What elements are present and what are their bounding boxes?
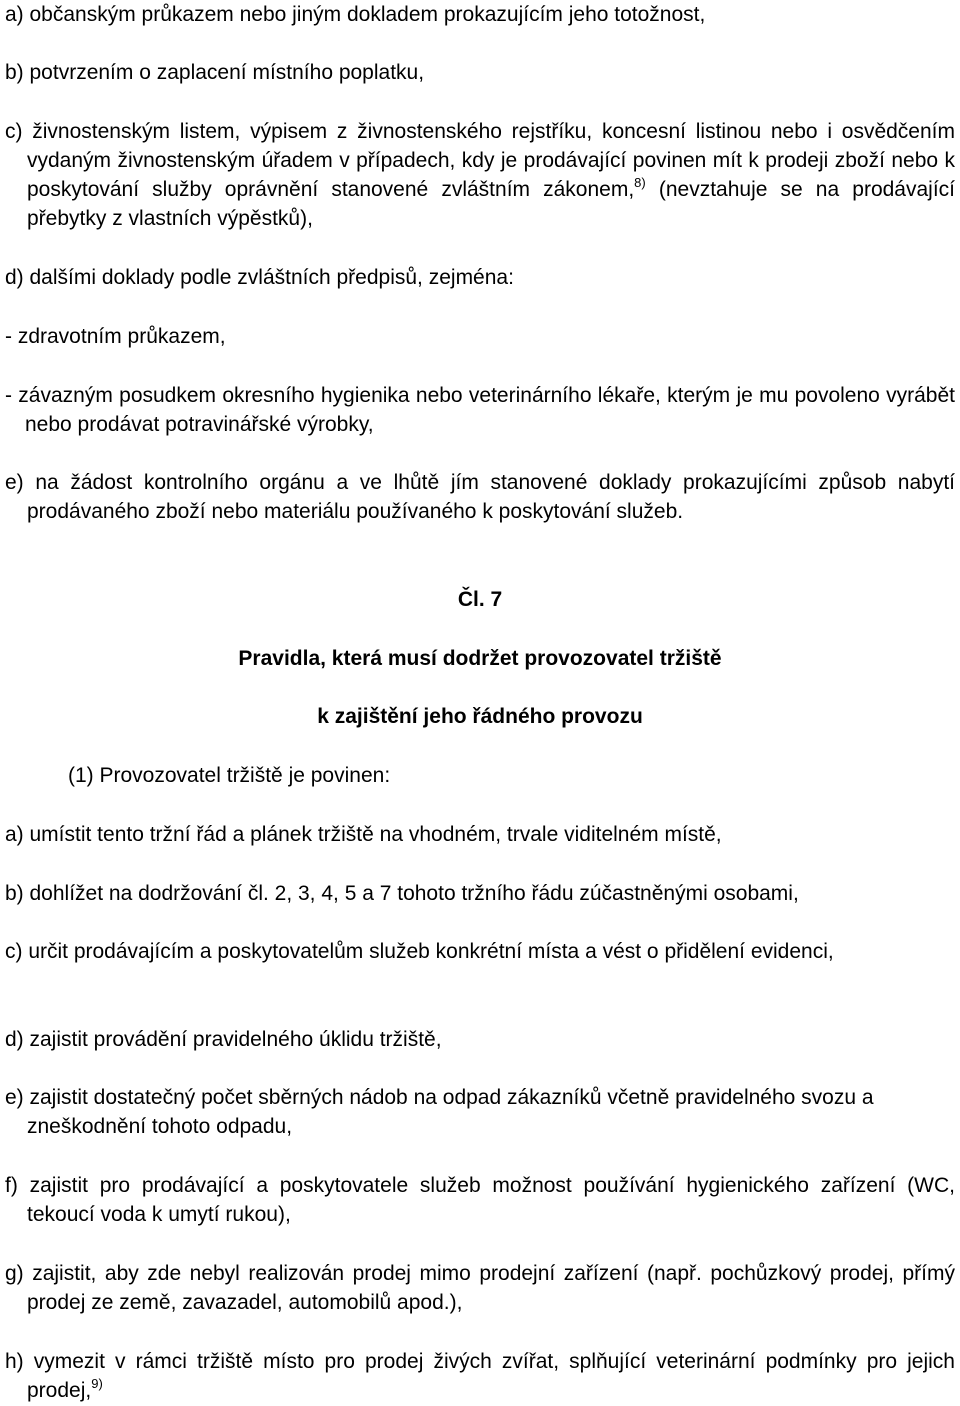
article-title-line2: k zajištění jeho řádného provozu bbox=[317, 705, 643, 728]
article-number: Čl. 7 bbox=[457, 588, 503, 611]
duty-b: b) dohlížet na dodržování čl. 2, 3, 4, 5 a 7 tohoto tržního řádu zúčastněnými osobami, bbox=[5, 882, 799, 905]
duty-h-text: h) vymezit v rámci tržiště místo pro prodej živých zvířat, splňující veterinární podmínky pro jejich prodej, bbox=[5, 1350, 955, 1402]
item-b: b) potvrzením o zaplacení místního poplatku, bbox=[5, 61, 425, 84]
item-e: e) na žádost kontrolního orgánu a ve lhůtě jím stanovené doklady prokazujícími způsob nabytí prodávaného zboží nebo materiálu používaného k poskytování služeb. bbox=[5, 471, 955, 523]
footnote-ref-8: 8) bbox=[634, 175, 646, 190]
duty-d: d) zajistit provádění pravidelného úklidu tržiště, bbox=[5, 1028, 442, 1051]
item-d: d) dalšími doklady podle zvláštních předpisů, zejména: bbox=[5, 266, 514, 289]
duty-f: f) zajistit pro prodávající a poskytovatele služeb možnost používání hygienického zařízení (WC, tekoucí voda k umytí rukou), bbox=[5, 1174, 955, 1226]
duty-h bbox=[5, 1347, 955, 1405]
duty-g: g) zajistit, aby zde nebyl realizován prodej mimo prodejní zařízení (např. pochůzkový prodej, přímý prodej ze země, zavazadel, automobilů apod.), bbox=[5, 1262, 955, 1314]
duty-c: c) určit prodávajícím a poskytovatelům služeb konkrétní místa a vést o přidělení evidenci, bbox=[5, 940, 834, 963]
item-a: a) občanským průkazem nebo jiným dokladem prokazujícím jeho totožnost, bbox=[5, 3, 706, 26]
item-c-text: c) živnostenským listem, výpisem z živnostenského rejstříku, koncesní listinou nebo i osvědčením vydaným živnostenským úřadem v případech, kdy je prodávající povinen mít k prodeji zboží nebo k poskytování služby oprávnění stanovené zvláštním zákonem, bbox=[5, 120, 955, 201]
item-d-health-card: - zdravotním průkazem, bbox=[5, 325, 226, 348]
item-c bbox=[5, 117, 955, 233]
duty-e: e) zajistit dostatečný počet sběrných nádob na odpad zákazníků včetně pravidelného svozu a zneškodnění tohoto odpadu, bbox=[5, 1086, 874, 1138]
article-intro: (1) Provozovatel tržiště je povinen: bbox=[68, 764, 391, 787]
item-c-text-end: (nevztahuje se na prodávající přebytky z vlastních výpěstků), bbox=[27, 178, 955, 230]
item-d-hygiene-opinion: - závazným posudkem okresního hygienika nebo veterinárního lékaře, kterým je mu povoleno vyrábět nebo prodávat potravinářské výrobky, bbox=[5, 384, 955, 436]
footnote-ref-9: 9) bbox=[91, 1376, 103, 1391]
duty-a: a) umístit tento tržní řád a plánek tržiště na vhodném, trvale viditelném místě, bbox=[5, 823, 722, 846]
article-title-line1: Pravidla, která musí dodržet provozovatel tržiště bbox=[238, 647, 722, 670]
